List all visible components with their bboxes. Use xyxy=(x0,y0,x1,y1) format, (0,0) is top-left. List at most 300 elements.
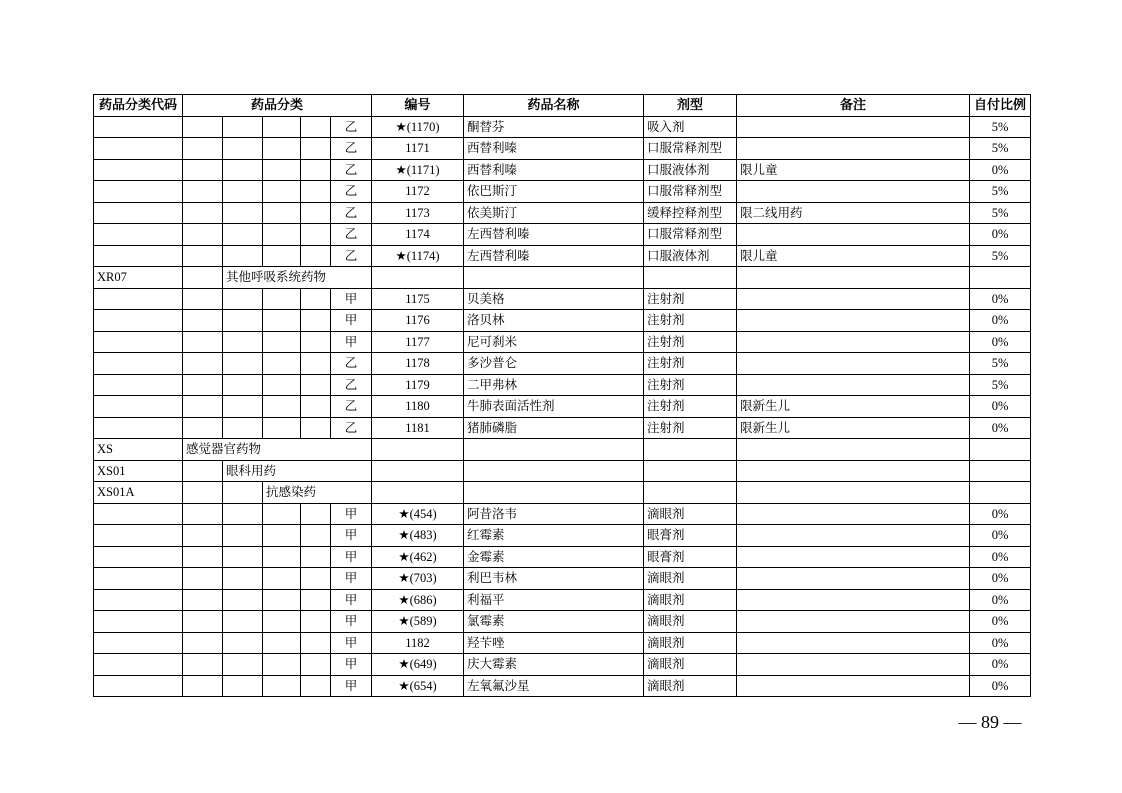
drug-name-cell: 庆大霉素 xyxy=(464,654,644,676)
cat-col-4 xyxy=(301,546,331,568)
number-cell: ★(654) xyxy=(372,675,464,697)
cat-col-4 xyxy=(301,116,331,138)
code-cell xyxy=(94,245,183,267)
cat-col-3 xyxy=(263,310,301,332)
number-cell: 1182 xyxy=(372,632,464,654)
cat-col-2 xyxy=(223,116,263,138)
cat-col-2 xyxy=(223,632,263,654)
code-cell xyxy=(94,374,183,396)
cat-col-1 xyxy=(183,503,223,525)
cat-col-1 xyxy=(183,267,223,289)
table-body xyxy=(94,116,1031,697)
table-row xyxy=(94,267,1031,289)
dosage-form-cell: 口服常释剂型 xyxy=(644,224,737,246)
header-number: 编号 xyxy=(372,95,464,117)
code-cell xyxy=(94,138,183,160)
number-cell: ★(686) xyxy=(372,589,464,611)
cat-col-1 xyxy=(183,482,223,504)
ratio-cell: 0% xyxy=(970,546,1031,568)
cat-col-3 xyxy=(263,181,301,203)
drug-name-cell xyxy=(464,439,644,461)
dosage-form-cell: 眼膏剂 xyxy=(644,546,737,568)
category-label-cell: 抗感染药 xyxy=(263,482,372,504)
cat-class-cell: 乙 xyxy=(331,181,372,203)
dosage-form-cell: 滴眼剂 xyxy=(644,503,737,525)
number-cell xyxy=(372,460,464,482)
header-remark: 备注 xyxy=(737,95,970,117)
cat-col-2 xyxy=(223,288,263,310)
number-cell: ★(462) xyxy=(372,546,464,568)
dosage-form-cell: 口服液体剂 xyxy=(644,159,737,181)
cat-col-2 xyxy=(223,654,263,676)
cat-col-3 xyxy=(263,353,301,375)
table-row xyxy=(94,482,1031,504)
header-name: 药品名称 xyxy=(464,95,644,117)
cat-col-1 xyxy=(183,331,223,353)
cat-col-3 xyxy=(263,654,301,676)
number-cell: ★(703) xyxy=(372,568,464,590)
remark-cell xyxy=(737,525,970,547)
table-row xyxy=(94,417,1031,439)
cat-class-cell: 乙 xyxy=(331,245,372,267)
ratio-cell: 0% xyxy=(970,224,1031,246)
dosage-form-cell: 注射剂 xyxy=(644,310,737,332)
ratio-cell: 0% xyxy=(970,568,1031,590)
dosage-form-cell: 注射剂 xyxy=(644,288,737,310)
cat-col-3 xyxy=(263,503,301,525)
cat-col-2 xyxy=(223,417,263,439)
code-cell: XS01 xyxy=(94,460,183,482)
drug-name-cell: 酮替芬 xyxy=(464,116,644,138)
drug-name-cell: 依巴斯汀 xyxy=(464,181,644,203)
table-row xyxy=(94,116,1031,138)
dosage-form-cell xyxy=(644,267,737,289)
table-row xyxy=(94,181,1031,203)
number-cell: 1178 xyxy=(372,353,464,375)
number-cell: 1171 xyxy=(372,138,464,160)
header-category: 药品分类 xyxy=(183,95,372,117)
cat-col-2 xyxy=(223,503,263,525)
dosage-form-cell: 眼膏剂 xyxy=(644,525,737,547)
cat-col-2 xyxy=(223,181,263,203)
dosage-form-cell: 注射剂 xyxy=(644,374,737,396)
code-cell xyxy=(94,396,183,418)
remark-cell xyxy=(737,654,970,676)
dosage-form-cell: 口服液体剂 xyxy=(644,245,737,267)
cat-col-3 xyxy=(263,116,301,138)
cat-col-3 xyxy=(263,611,301,633)
drug-name-cell: 猪肺磷脂 xyxy=(464,417,644,439)
number-cell: 1180 xyxy=(372,396,464,418)
table-row xyxy=(94,654,1031,676)
dosage-form-cell: 滴眼剂 xyxy=(644,589,737,611)
cat-col-4 xyxy=(301,181,331,203)
ratio-cell xyxy=(970,267,1031,289)
cat-col-1 xyxy=(183,417,223,439)
table-row xyxy=(94,245,1031,267)
dosage-form-cell: 注射剂 xyxy=(644,331,737,353)
cat-class-cell: 甲 xyxy=(331,546,372,568)
dosage-form-cell: 滴眼剂 xyxy=(644,611,737,633)
dosage-form-cell: 口服常释剂型 xyxy=(644,181,737,203)
cat-col-4 xyxy=(301,396,331,418)
drug-name-cell: 贝美格 xyxy=(464,288,644,310)
remark-cell xyxy=(737,224,970,246)
ratio-cell: 0% xyxy=(970,632,1031,654)
cat-class-cell: 乙 xyxy=(331,396,372,418)
table-row xyxy=(94,589,1031,611)
header-code: 药品分类代码 xyxy=(94,95,183,117)
cat-class-cell: 甲 xyxy=(331,525,372,547)
ratio-cell: 0% xyxy=(970,675,1031,697)
ratio-cell: 0% xyxy=(970,589,1031,611)
drug-name-cell xyxy=(464,460,644,482)
code-cell xyxy=(94,525,183,547)
number-cell xyxy=(372,267,464,289)
ratio-cell: 0% xyxy=(970,417,1031,439)
cat-col-4 xyxy=(301,245,331,267)
drug-name-cell: 羟苄唑 xyxy=(464,632,644,654)
table-row xyxy=(94,331,1031,353)
table-row xyxy=(94,460,1031,482)
cat-col-2 xyxy=(223,310,263,332)
cat-col-4 xyxy=(301,288,331,310)
number-cell: 1175 xyxy=(372,288,464,310)
ratio-cell: 0% xyxy=(970,396,1031,418)
remark-cell xyxy=(737,568,970,590)
table-row xyxy=(94,353,1031,375)
code-cell xyxy=(94,116,183,138)
remark-cell xyxy=(737,331,970,353)
code-cell xyxy=(94,589,183,611)
number-cell: 1174 xyxy=(372,224,464,246)
remark-cell xyxy=(737,546,970,568)
remark-cell xyxy=(737,632,970,654)
dosage-form-cell: 注射剂 xyxy=(644,353,737,375)
number-cell xyxy=(372,482,464,504)
cat-col-4 xyxy=(301,353,331,375)
remark-cell xyxy=(737,353,970,375)
cat-class-cell: 乙 xyxy=(331,353,372,375)
number-cell: ★(1171) xyxy=(372,159,464,181)
cat-class-cell: 乙 xyxy=(331,159,372,181)
number-cell: 1173 xyxy=(372,202,464,224)
category-label-cell: 眼科用药 xyxy=(223,460,372,482)
number-cell: ★(589) xyxy=(372,611,464,633)
drug-name-cell: 左西替利嗪 xyxy=(464,224,644,246)
code-cell xyxy=(94,202,183,224)
cat-col-2 xyxy=(223,525,263,547)
cat-col-1 xyxy=(183,310,223,332)
remark-cell xyxy=(737,181,970,203)
remark-cell xyxy=(737,288,970,310)
remark-cell xyxy=(737,675,970,697)
ratio-cell: 5% xyxy=(970,138,1031,160)
ratio-cell: 0% xyxy=(970,331,1031,353)
dosage-form-cell: 吸入剂 xyxy=(644,116,737,138)
cat-col-4 xyxy=(301,374,331,396)
number-cell: ★(649) xyxy=(372,654,464,676)
cat-class-cell: 乙 xyxy=(331,224,372,246)
cat-col-4 xyxy=(301,611,331,633)
remark-cell xyxy=(737,503,970,525)
remark-cell xyxy=(737,589,970,611)
dosage-form-cell: 滴眼剂 xyxy=(644,654,737,676)
cat-col-4 xyxy=(301,202,331,224)
drug-name-cell: 氯霉素 xyxy=(464,611,644,633)
ratio-cell: 5% xyxy=(970,374,1031,396)
cat-col-4 xyxy=(301,632,331,654)
cat-col-3 xyxy=(263,632,301,654)
cat-col-1 xyxy=(183,675,223,697)
code-cell xyxy=(94,632,183,654)
remark-cell xyxy=(737,439,970,461)
cat-col-2 xyxy=(223,138,263,160)
table-row xyxy=(94,546,1031,568)
remark-cell xyxy=(737,611,970,633)
cat-col-4 xyxy=(301,310,331,332)
cat-class-cell: 甲 xyxy=(331,589,372,611)
drug-name-cell: 依美斯汀 xyxy=(464,202,644,224)
code-cell: XS xyxy=(94,439,183,461)
number-cell: ★(1174) xyxy=(372,245,464,267)
remark-cell: 限二线用药 xyxy=(737,202,970,224)
code-cell xyxy=(94,675,183,697)
cat-col-1 xyxy=(183,138,223,160)
cat-col-3 xyxy=(263,417,301,439)
table-row xyxy=(94,159,1031,181)
drug-name-cell: 金霉素 xyxy=(464,546,644,568)
drug-name-cell: 尼可刹米 xyxy=(464,331,644,353)
cat-col-4 xyxy=(301,589,331,611)
cat-col-2 xyxy=(223,331,263,353)
ratio-cell: 0% xyxy=(970,611,1031,633)
drug-name-cell xyxy=(464,267,644,289)
number-cell: 1177 xyxy=(372,331,464,353)
code-cell xyxy=(94,546,183,568)
cat-col-2 xyxy=(223,589,263,611)
ratio-cell: 0% xyxy=(970,310,1031,332)
cat-col-3 xyxy=(263,288,301,310)
dosage-form-cell: 注射剂 xyxy=(644,417,737,439)
dosage-form-cell: 滴眼剂 xyxy=(644,675,737,697)
cat-col-1 xyxy=(183,654,223,676)
cat-col-2 xyxy=(223,202,263,224)
code-cell xyxy=(94,310,183,332)
drug-name-cell: 洛贝林 xyxy=(464,310,644,332)
dosage-form-cell: 滴眼剂 xyxy=(644,632,737,654)
table-row xyxy=(94,503,1031,525)
header-ratio: 自付比例 xyxy=(970,95,1031,117)
remark-cell xyxy=(737,374,970,396)
category-label-cell: 其他呼吸系统药物 xyxy=(223,267,372,289)
cat-col-4 xyxy=(301,224,331,246)
cat-col-3 xyxy=(263,159,301,181)
number-cell xyxy=(372,439,464,461)
code-cell xyxy=(94,224,183,246)
dosage-form-cell: 注射剂 xyxy=(644,396,737,418)
number-cell: ★(1170) xyxy=(372,116,464,138)
table-row xyxy=(94,396,1031,418)
cat-col-4 xyxy=(301,675,331,697)
number-cell: 1172 xyxy=(372,181,464,203)
number-cell: 1181 xyxy=(372,417,464,439)
drug-name-cell: 左氧氟沙星 xyxy=(464,675,644,697)
cat-class-cell: 乙 xyxy=(331,374,372,396)
cat-col-1 xyxy=(183,396,223,418)
table-row xyxy=(94,611,1031,633)
cat-col-3 xyxy=(263,331,301,353)
ratio-cell: 0% xyxy=(970,503,1031,525)
ratio-cell: 5% xyxy=(970,181,1031,203)
ratio-cell: 5% xyxy=(970,116,1031,138)
cat-col-4 xyxy=(301,331,331,353)
drug-name-cell: 左西替利嗪 xyxy=(464,245,644,267)
ratio-cell: 5% xyxy=(970,202,1031,224)
cat-col-2 xyxy=(223,353,263,375)
cat-col-1 xyxy=(183,589,223,611)
page-number: — 89 — xyxy=(958,712,1022,732)
table-row xyxy=(94,288,1031,310)
cat-col-2 xyxy=(223,374,263,396)
drug-name-cell: 西替利嗪 xyxy=(464,138,644,160)
cat-class-cell: 甲 xyxy=(331,675,372,697)
dosage-form-cell: 滴眼剂 xyxy=(644,568,737,590)
dosage-form-cell xyxy=(644,482,737,504)
cat-col-4 xyxy=(301,159,331,181)
cat-col-1 xyxy=(183,353,223,375)
cat-col-4 xyxy=(301,654,331,676)
cat-col-1 xyxy=(183,374,223,396)
dosage-form-cell: 缓释控释剂型 xyxy=(644,202,737,224)
drug-name-cell: 牛肺表面活性剂 xyxy=(464,396,644,418)
cat-col-3 xyxy=(263,202,301,224)
cat-col-1 xyxy=(183,288,223,310)
dosage-form-cell: 口服常释剂型 xyxy=(644,138,737,160)
cat-col-3 xyxy=(263,589,301,611)
drug-name-cell: 阿昔洛韦 xyxy=(464,503,644,525)
cat-col-4 xyxy=(301,568,331,590)
drug-name-cell: 红霉素 xyxy=(464,525,644,547)
code-cell xyxy=(94,353,183,375)
code-cell xyxy=(94,417,183,439)
cat-col-3 xyxy=(263,245,301,267)
cat-col-4 xyxy=(301,138,331,160)
remark-cell: 限新生儿 xyxy=(737,396,970,418)
cat-class-cell: 甲 xyxy=(331,632,372,654)
dosage-form-cell xyxy=(644,460,737,482)
drug-name-cell: 多沙普仑 xyxy=(464,353,644,375)
drug-catalog-table xyxy=(93,94,1031,697)
cat-col-1 xyxy=(183,159,223,181)
ratio-cell: 0% xyxy=(970,654,1031,676)
cat-class-cell: 甲 xyxy=(331,611,372,633)
remark-cell: 限儿童 xyxy=(737,159,970,181)
cat-col-1 xyxy=(183,525,223,547)
ratio-cell: 0% xyxy=(970,525,1031,547)
cat-col-4 xyxy=(301,525,331,547)
code-cell xyxy=(94,503,183,525)
ratio-cell: 0% xyxy=(970,159,1031,181)
header-form: 剂型 xyxy=(644,95,737,117)
cat-col-3 xyxy=(263,568,301,590)
cat-class-cell: 乙 xyxy=(331,202,372,224)
cat-class-cell: 乙 xyxy=(331,417,372,439)
cat-col-3 xyxy=(263,675,301,697)
code-cell xyxy=(94,654,183,676)
code-cell xyxy=(94,611,183,633)
cat-col-1 xyxy=(183,568,223,590)
code-cell xyxy=(94,288,183,310)
cat-col-2 xyxy=(223,396,263,418)
drug-name-cell: 二甲弗林 xyxy=(464,374,644,396)
ratio-cell xyxy=(970,439,1031,461)
cat-class-cell: 甲 xyxy=(331,288,372,310)
ratio-cell: 5% xyxy=(970,245,1031,267)
remark-cell xyxy=(737,310,970,332)
cat-col-1 xyxy=(183,181,223,203)
ratio-cell: 5% xyxy=(970,353,1031,375)
table-row xyxy=(94,568,1031,590)
cat-col-2 xyxy=(223,568,263,590)
cat-class-cell: 甲 xyxy=(331,331,372,353)
cat-class-cell: 乙 xyxy=(331,138,372,160)
cat-col-3 xyxy=(263,396,301,418)
cat-col-3 xyxy=(263,138,301,160)
remark-cell xyxy=(737,482,970,504)
remark-cell xyxy=(737,116,970,138)
remark-cell xyxy=(737,460,970,482)
drug-name-cell: 利福平 xyxy=(464,589,644,611)
cat-class-cell: 甲 xyxy=(331,310,372,332)
cat-col-2 xyxy=(223,245,263,267)
table-row xyxy=(94,439,1031,461)
table-row xyxy=(94,675,1031,697)
cat-col-1 xyxy=(183,546,223,568)
cat-col-1 xyxy=(183,202,223,224)
cat-col-3 xyxy=(263,374,301,396)
table-row xyxy=(94,374,1031,396)
cat-col-1 xyxy=(183,116,223,138)
cat-col-2 xyxy=(223,224,263,246)
drug-name-cell: 利巴韦林 xyxy=(464,568,644,590)
cat-col-4 xyxy=(301,503,331,525)
cat-class-cell: 甲 xyxy=(331,654,372,676)
category-label-cell: 感觉器官药物 xyxy=(183,439,372,461)
code-cell xyxy=(94,331,183,353)
ratio-cell: 0% xyxy=(970,288,1031,310)
remark-cell: 限新生儿 xyxy=(737,417,970,439)
ratio-cell xyxy=(970,482,1031,504)
table-row xyxy=(94,525,1031,547)
table-row xyxy=(94,202,1031,224)
cat-col-4 xyxy=(301,417,331,439)
dosage-form-cell xyxy=(644,439,737,461)
code-cell xyxy=(94,181,183,203)
header-row xyxy=(94,95,1031,117)
remark-cell xyxy=(737,267,970,289)
cat-col-2 xyxy=(223,482,263,504)
cat-col-3 xyxy=(263,525,301,547)
table-row xyxy=(94,138,1031,160)
cat-col-2 xyxy=(223,675,263,697)
number-cell: ★(483) xyxy=(372,525,464,547)
code-cell: XS01A xyxy=(94,482,183,504)
remark-cell: 限儿童 xyxy=(737,245,970,267)
drug-name-cell: 西替利嗪 xyxy=(464,159,644,181)
drug-name-cell xyxy=(464,482,644,504)
cat-col-3 xyxy=(263,224,301,246)
